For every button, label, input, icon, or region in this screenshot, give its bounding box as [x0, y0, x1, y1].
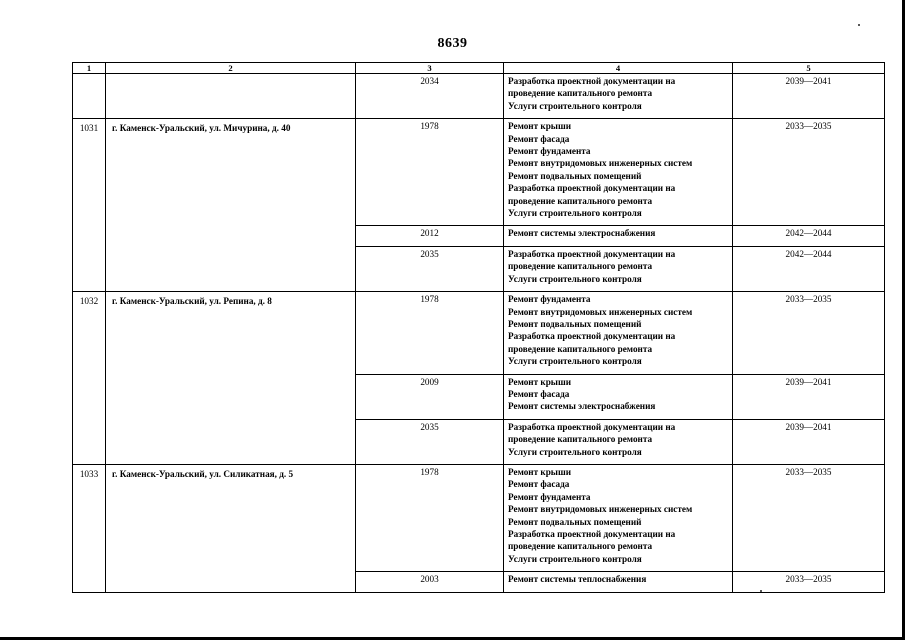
- work-item: Услуги строительного контроля: [508, 553, 642, 564]
- work-item: Разработка проектной документации на: [508, 529, 676, 539]
- work-item: Ремонт фасада: [508, 133, 570, 144]
- period-cell: 2039—2041: [733, 374, 885, 419]
- year-cell: 2003: [356, 572, 504, 592]
- work-item: Ремонт системы электроснабжения: [508, 228, 656, 239]
- work-item: Услуги строительного контроля: [508, 273, 642, 284]
- work-item: Ремонт внутридомовых инженерных систем: [508, 504, 693, 515]
- table-header-row: [73, 63, 885, 74]
- works-cell: [504, 464, 733, 571]
- period-cell: 2033—2035: [733, 119, 885, 226]
- work-item: Услуги строительного контроля: [508, 356, 642, 367]
- column-header-1: 1: [73, 63, 106, 74]
- work-item: Ремонт фасада: [508, 388, 570, 399]
- table-row: [73, 74, 885, 119]
- work-item: проведение капитального ремонта: [508, 541, 653, 552]
- address-cell: г. Каменск-Уральский, ул. Силикатная, д. 5: [106, 464, 356, 592]
- year-cell: 2035: [356, 246, 504, 291]
- house-number-cell: 1031: [73, 119, 106, 292]
- period-cell: 2042—2044: [733, 226, 885, 246]
- work-item: Ремонт системы электроснабжения: [508, 401, 656, 412]
- work-item: Ремонт фасада: [508, 479, 570, 490]
- column-header-3: 3: [356, 63, 504, 74]
- works-cell: [504, 246, 733, 291]
- work-item: Ремонт системы теплоснабжения: [508, 574, 647, 585]
- column-header-5: 5: [733, 63, 885, 74]
- work-item: Ремонт подвальных помещений: [508, 318, 642, 329]
- house-number-cell: 1032: [73, 292, 106, 465]
- work-item: проведение капитального ремонта: [508, 261, 653, 272]
- column-header-2: 2: [106, 63, 356, 74]
- work-item: Ремонт крыши: [508, 466, 572, 477]
- work-item: проведение капитального ремонта: [508, 434, 653, 445]
- address-cell: г. Каменск-Уральский, ул. Мичурина, д. 40: [106, 119, 356, 292]
- work-item: проведение капитального ремонта: [508, 343, 653, 354]
- house-number-cell: 1033: [73, 464, 106, 592]
- period-cell: 2033—2035: [733, 464, 885, 571]
- year-cell: 2012: [356, 226, 504, 246]
- table-body: [73, 74, 885, 593]
- work-item: проведение капитального ремонта: [508, 195, 653, 206]
- address-cell: г. Каменск-Уральский, ул. Репина, д. 8: [106, 292, 356, 465]
- work-item: Ремонт фундамента: [508, 491, 591, 502]
- work-item: Ремонт внутридомовых инженерных систем: [508, 306, 693, 317]
- work-item: Услуги строительного контроля: [508, 208, 642, 219]
- table-row: [73, 292, 885, 374]
- year-cell: 2009: [356, 374, 504, 419]
- period-cell: 2033—2035: [733, 292, 885, 374]
- period-cell: 2033—2035: [733, 572, 885, 592]
- work-item: Разработка проектной документации на: [508, 331, 676, 342]
- works-cell: [504, 74, 733, 119]
- work-item: Разработка проектной документации на: [508, 421, 676, 432]
- period-cell: 2042—2044: [733, 246, 885, 291]
- year-cell: 2035: [356, 419, 504, 464]
- column-header-4: 4: [504, 63, 733, 74]
- period-cell: 2039—2041: [733, 419, 885, 464]
- period-cell: 2039—2041: [733, 74, 885, 119]
- repair-schedule-table: [72, 62, 885, 593]
- works-cell: [504, 226, 733, 246]
- page-number: 8639: [437, 36, 468, 51]
- year-cell: 2034: [356, 74, 504, 119]
- work-item: Разработка проектной документации на: [508, 76, 676, 86]
- work-item: Ремонт крыши: [508, 121, 572, 132]
- work-item: проведение капитального ремонта: [508, 88, 653, 99]
- works-cell: [504, 119, 733, 226]
- work-item: Ремонт внутридомовых инженерных систем: [508, 158, 693, 169]
- year-cell: 1978: [356, 119, 504, 226]
- works-cell: [504, 419, 733, 464]
- works-cell: [504, 292, 733, 374]
- scan-speck: [858, 24, 860, 26]
- works-cell: [504, 374, 733, 419]
- work-item: Ремонт крыши: [508, 376, 572, 387]
- work-item: Услуги строительного контроля: [508, 446, 642, 457]
- work-item: Ремонт фундамента: [508, 294, 591, 305]
- works-cell: [504, 572, 733, 592]
- work-item: Ремонт подвальных помещений: [508, 170, 642, 181]
- work-item: Разработка проектной документации на: [508, 183, 676, 194]
- work-item: Услуги строительного контроля: [508, 100, 642, 111]
- table-row: [73, 464, 885, 571]
- year-cell: 1978: [356, 292, 504, 374]
- work-item: Разработка проектной документации на: [508, 248, 676, 259]
- work-item: Ремонт фундамента: [508, 146, 591, 157]
- address-cell: [106, 74, 356, 119]
- table-row: [73, 119, 885, 226]
- year-cell: 1978: [356, 464, 504, 571]
- work-item: Ремонт подвальных помещений: [508, 516, 642, 527]
- house-number-cell: [73, 74, 106, 119]
